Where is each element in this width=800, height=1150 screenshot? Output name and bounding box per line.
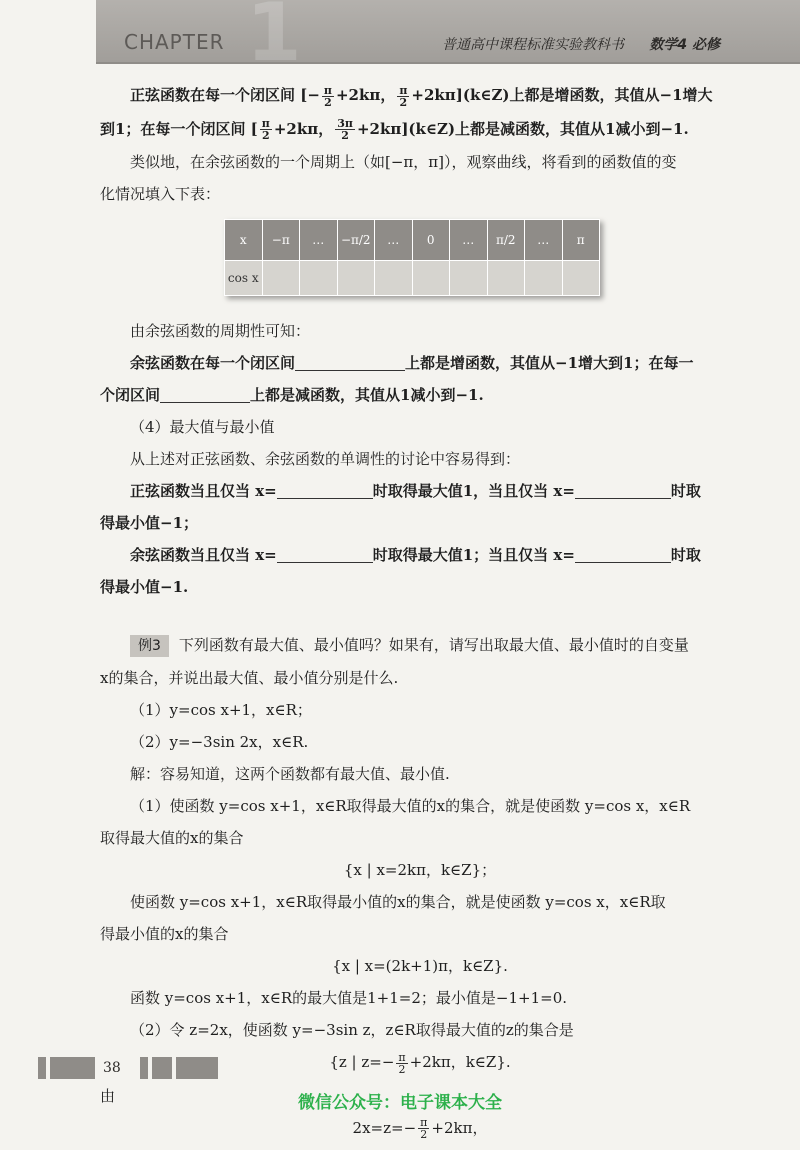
table-cell: −π/2 — [337, 220, 375, 261]
table-cell: 0 — [412, 220, 450, 261]
fill-blank[interactable] — [295, 354, 405, 371]
table-cell: … — [450, 220, 488, 261]
table-cell: π — [562, 220, 600, 261]
sine-line-2: 到1；在每一个闭区间 [ $\frac{\pi}{2}$ +2kπ， $\frac{3\pi}{2}$ +2kπ](k∈Z)上都是减函数，其值从1减小到−1. — [100, 117, 689, 142]
fraction: $\frac{\pi}{2}$ — [420, 1116, 428, 1141]
solution-part4: （2）令 z=2x，使函数 y=−3sin z，z∈R取得最大值的z的集合是 — [130, 1021, 574, 1039]
fraction: $\frac{3\pi}{2}$ — [337, 117, 353, 142]
sine-extreme-line: 正弦函数当且仅当 x= 时取得最大值1，当且仅当 x= 时取 — [130, 482, 701, 500]
cosine-value-table — [224, 219, 600, 296]
solution-part2-b: 得最小值的x的集合 — [100, 925, 229, 943]
table-blank-cell[interactable] — [375, 261, 413, 296]
page-content — [100, 84, 740, 1150]
page-header — [96, 0, 800, 79]
example-item-1: （1）y=cos x+1，x∈R； — [130, 701, 312, 719]
table-header-row — [225, 220, 600, 261]
table-row-label: cos x — [225, 261, 263, 296]
fill-blank[interactable] — [575, 546, 671, 563]
table-cell: x — [225, 220, 263, 261]
sine-extreme-line-2: 得最小值−1； — [100, 514, 199, 532]
extremes-heading: （4）最大值与最小值 — [130, 418, 275, 436]
cosine-line-2: 个闭区间 上都是减函数，其值从1减小到−1. — [100, 386, 484, 404]
table-blank-cell[interactable] — [300, 261, 338, 296]
cosine-intro: 由余弦函数的周期性可知： — [130, 322, 311, 340]
cosine-extreme-line: 余弦函数当且仅当 x= 时取得最大值1；当且仅当 x= 时取 — [130, 546, 701, 564]
chapter-label: CHAPTER — [124, 30, 225, 54]
footer-bar — [38, 1057, 46, 1079]
fill-blank[interactable] — [277, 482, 373, 499]
table-blank-cell[interactable] — [487, 261, 525, 296]
solution-intro: 解：容易知道，这两个函数都有最大值、最小值. — [130, 765, 450, 783]
fraction: $\frac{\pi}{2}$ — [323, 83, 332, 109]
fraction: $\frac{\pi}{2}$ — [399, 83, 408, 109]
table-blank-cell[interactable] — [525, 261, 563, 296]
solution-part1-a: （1）使函数 y=cos x+1，x∈R取得最大值的x的集合，就是使函数 y=cos x，x∈R — [130, 797, 691, 815]
table-blank-cell[interactable] — [337, 261, 375, 296]
solution-set-3: {z | z=− $\frac{\pi}{2}$ +2kπ，k∈Z}. — [329, 1050, 511, 1076]
solution-by: 由 — [100, 1086, 116, 1105]
solution-part1-b: 取得最大值的x的集合 — [100, 829, 244, 847]
table-row — [225, 261, 600, 296]
footer-bar — [176, 1057, 218, 1079]
example-question-line-1: 例3 下列函数有最大值、最小值吗？如果有，请写出取最大值、最小值时的自变量 — [100, 634, 740, 657]
example-label: 例3 — [130, 635, 169, 657]
solution-part2-a: 使函数 y=cos x+1，x∈R取得最小值的x的集合，就是使函数 y=cos x，x∈R取 — [130, 893, 666, 911]
table-cell: −π — [262, 220, 300, 261]
footer-bar — [140, 1057, 148, 1079]
cosine-line-1: 余弦函数在每一个闭区间 上都是增函数，其值从−1增大到1；在每一 — [130, 354, 694, 372]
table-cell: … — [300, 220, 338, 261]
sine-line-1: 正弦函数在每一个闭区间 [− $\frac{\pi}{2}$ +2kπ， $\frac{\pi}{2}$ +2kπ](k∈Z)上都是增函数，其值从−1增大 — [130, 83, 713, 109]
fraction: $\frac{\pi}{2}$ — [261, 117, 270, 142]
table-cell: π/2 — [487, 220, 525, 261]
example-item-2: （2）y=−3sin 2x，x∈R. — [130, 733, 309, 751]
table-blank-cell[interactable] — [262, 261, 300, 296]
solution-set-1: {x | x=2kπ，k∈Z}； — [343, 861, 497, 879]
wechat-watermark: 微信公众号：电子课本大全 — [298, 1093, 502, 1113]
intro-line-1: 类似地，在余弦函数的一个周期上（如[−π，π]），观察曲线，将看到的函数值的变 — [130, 153, 677, 171]
footer-bar — [152, 1057, 172, 1079]
cosine-extreme-line-2: 得最小值−1. — [100, 578, 189, 596]
solution-set-2: {x | x=(2k+1)π，k∈Z}. — [332, 957, 508, 975]
book-subject: 数学4 必修 — [649, 37, 720, 53]
table-blank-cell[interactable] — [450, 261, 488, 296]
fill-blank[interactable] — [160, 386, 250, 403]
footer-bar — [50, 1057, 95, 1079]
fill-blank[interactable] — [277, 546, 373, 563]
table-cell: … — [375, 220, 413, 261]
page-number: 38 — [103, 1060, 121, 1076]
solution-part3: 函数 y=cos x+1，x∈R的最大值是1+1=2；最小值是−1+1=0. — [130, 989, 568, 1007]
solution-equation: 2x=z=− $\frac{\pi}{2}$ +2kπ， — [352, 1116, 488, 1141]
table-blank-cell[interactable] — [562, 261, 600, 296]
fraction: $\frac{\pi}{2}$ — [398, 1050, 406, 1076]
table-blank-cell[interactable] — [412, 261, 450, 296]
intro-line-2: 化情况填入下表： — [100, 185, 221, 203]
fill-blank[interactable] — [575, 482, 671, 499]
extremes-intro: 从上述对正弦函数、余弦函数的单调性的讨论中容易得到： — [130, 450, 521, 468]
example-question-line-2: x的集合，并说出最大值、最小值分别是什么. — [100, 669, 399, 687]
table-cell: … — [525, 220, 563, 261]
book-title: 普通高中课程标准实验教科书 — [442, 37, 624, 53]
chapter-number: 1 — [246, 0, 302, 79]
